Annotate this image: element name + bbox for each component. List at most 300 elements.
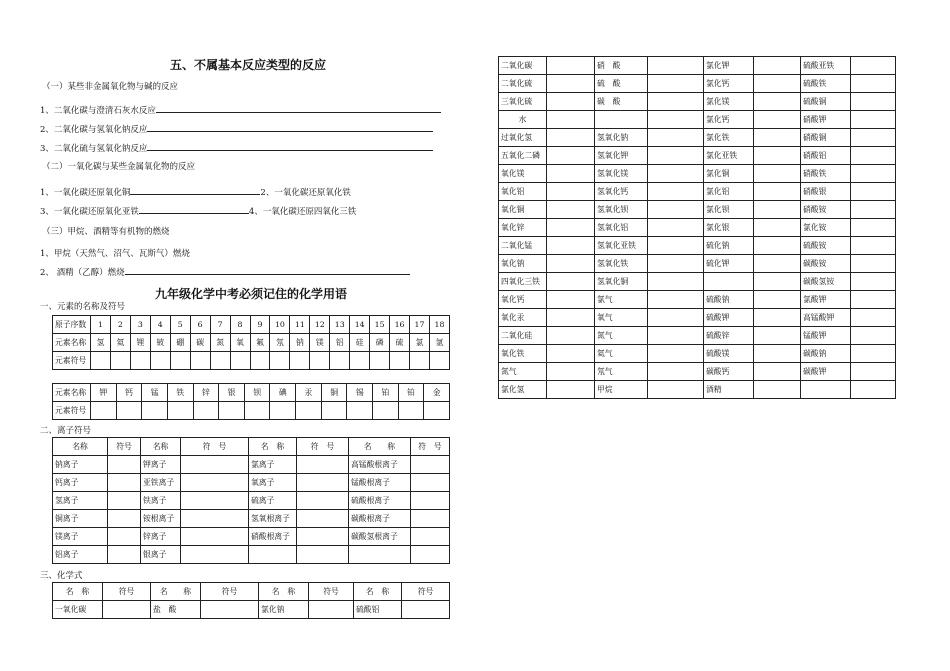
answer-cell[interactable]: [851, 165, 896, 183]
element-cell: 锡: [347, 384, 373, 402]
sub-heading-1: （一）某些非金属氧化物与碱的反应: [42, 82, 179, 92]
table-row: [53, 474, 450, 492]
answer-cell[interactable]: [201, 601, 259, 619]
ion-cell: 硫酸根离子: [349, 492, 411, 510]
element-cell: 17: [410, 316, 430, 334]
answer-cell[interactable]: [754, 345, 801, 363]
element-table-2: [52, 383, 450, 420]
answer-cell[interactable]: [754, 75, 801, 93]
answer-blank[interactable]: [147, 141, 433, 151]
answer-cell[interactable]: [851, 363, 896, 381]
element-cell: 元素符号: [53, 352, 91, 370]
answer-cell[interactable]: [181, 528, 249, 546]
answer-cell[interactable]: [297, 528, 349, 546]
answer-cell[interactable]: [297, 474, 349, 492]
answer-cell[interactable]: [411, 510, 450, 528]
answer-cell[interactable]: [547, 273, 595, 291]
answer-cell[interactable]: [851, 219, 896, 237]
ion-cell: 符号: [108, 438, 141, 456]
answer-cell[interactable]: [754, 111, 801, 129]
answer-cell[interactable]: [411, 492, 450, 510]
exercise-2-1: 1、一氧化碳还原氧化铜 2、一氧化碳还原氧化铁: [40, 185, 351, 198]
formula-cell: 氢氧化铝: [595, 219, 648, 237]
answer-cell[interactable]: [108, 546, 141, 564]
answer-cell[interactable]: [648, 237, 704, 255]
table-row: [499, 219, 896, 237]
formula-cell: 硫酸锌: [704, 327, 754, 345]
element-cell: 2: [110, 316, 130, 334]
formula-cell: 硫酸镁: [704, 345, 754, 363]
table-row: [499, 237, 896, 255]
answer-cell[interactable]: [411, 474, 450, 492]
answer-cell[interactable]: [754, 93, 801, 111]
formula-cell: 氧化铜: [499, 201, 547, 219]
ion-cell: 钠离子: [53, 456, 108, 474]
table-row: [499, 201, 896, 219]
answer-cell[interactable]: [851, 291, 896, 309]
element-cell: 7: [210, 316, 230, 334]
answer-cell[interactable]: [270, 402, 296, 420]
element-cell: 锰: [142, 384, 168, 402]
element-row: [53, 316, 450, 334]
element-cell: 6: [190, 316, 210, 334]
table-row: [499, 93, 896, 111]
answer-cell[interactable]: [648, 129, 704, 147]
ion-cell: 名 称: [249, 438, 297, 456]
answer-cell[interactable]: [547, 309, 595, 327]
answer-cell[interactable]: [754, 291, 801, 309]
table-row: [499, 291, 896, 309]
element-cell: 氩: [429, 334, 449, 352]
answer-cell[interactable]: [547, 237, 595, 255]
table-row: [53, 438, 450, 456]
formula-cell: 硝 酸: [595, 57, 648, 75]
answer-cell[interactable]: [648, 255, 704, 273]
answer-cell[interactable]: [410, 352, 430, 370]
answer-cell[interactable]: [330, 352, 350, 370]
table-row: [499, 183, 896, 201]
answer-cell[interactable]: [411, 456, 450, 474]
answer-cell[interactable]: [851, 237, 896, 255]
table-row: [499, 111, 896, 129]
element-cell: 1: [91, 316, 111, 334]
formula-cell: 氢氧化亚铁: [595, 237, 648, 255]
formula-cell: 氧化汞: [499, 309, 547, 327]
formula-cell: 氯化钾: [704, 57, 754, 75]
answer-cell[interactable]: [547, 147, 595, 165]
answer-cell[interactable]: [296, 402, 322, 420]
answer-cell[interactable]: [648, 183, 704, 201]
formula-cell: 二氧化硫: [499, 75, 547, 93]
answer-cell[interactable]: [547, 291, 595, 309]
element-cell: 铂: [373, 384, 399, 402]
answer-cell[interactable]: [648, 381, 704, 399]
ion-cell: 银离子: [141, 546, 181, 564]
answer-cell[interactable]: [547, 129, 595, 147]
element-cell: 氧: [230, 334, 250, 352]
answer-cell[interactable]: [547, 75, 595, 93]
ion-cell: 名称: [141, 438, 181, 456]
answer-cell[interactable]: [851, 201, 896, 219]
formula-cell: 一氧化碳: [53, 601, 103, 619]
answer-cell[interactable]: [851, 255, 896, 273]
answer-cell[interactable]: [648, 219, 704, 237]
answer-cell[interactable]: [754, 219, 801, 237]
formula-cell: 高锰酸钾: [801, 309, 851, 327]
formula-cell: 符号: [201, 583, 259, 601]
table-row: [499, 363, 896, 381]
answer-cell[interactable]: [851, 57, 896, 75]
answer-cell[interactable]: [851, 381, 896, 399]
answer-cell[interactable]: [754, 201, 801, 219]
ion-cell: 镁离子: [53, 528, 108, 546]
answer-cell[interactable]: [181, 474, 249, 492]
answer-cell[interactable]: [424, 402, 450, 420]
formula-cell: 氢氧化钠: [595, 129, 648, 147]
formula-cell: 氧化钙: [499, 291, 547, 309]
formula-cell: 碳酸钠: [801, 345, 851, 363]
answer-cell[interactable]: [219, 402, 245, 420]
answer-cell[interactable]: [270, 352, 290, 370]
answer-cell[interactable]: [181, 492, 249, 510]
answer-cell[interactable]: [648, 363, 704, 381]
answer-cell[interactable]: [309, 601, 354, 619]
answer-cell[interactable]: [547, 363, 595, 381]
ion-cell: 符 号: [297, 438, 349, 456]
formula-cell: 酒精: [704, 381, 754, 399]
answer-cell[interactable]: [297, 456, 349, 474]
answer-cell[interactable]: [754, 183, 801, 201]
table-row: [53, 510, 450, 528]
answer-cell[interactable]: [547, 327, 595, 345]
answer-cell[interactable]: [230, 352, 250, 370]
ion-cell: 高锰酸根离子: [349, 456, 411, 474]
ion-cell: 名 称: [349, 438, 411, 456]
formula-cell: 碳酸钙: [704, 363, 754, 381]
element-cell: 钙: [116, 384, 142, 402]
element-cell: 氦: [110, 334, 130, 352]
table-row: [499, 309, 896, 327]
ion-cell: 铁离子: [141, 492, 181, 510]
answer-cell[interactable]: [91, 402, 117, 420]
answer-cell[interactable]: [648, 327, 704, 345]
answer-cell[interactable]: [170, 352, 190, 370]
formula-cell: 盐 酸: [151, 601, 201, 619]
answer-cell[interactable]: [547, 183, 595, 201]
ion-cell: 符 号: [181, 438, 249, 456]
element-cell: 13: [330, 316, 350, 334]
formula-cell: [801, 381, 851, 399]
table-row: [53, 528, 450, 546]
formula-cell: 氯酸钾: [801, 291, 851, 309]
formula-cell: 硝酸铝: [801, 147, 851, 165]
exercise-1-3: 3、二氧化硫与氢氧化钠反应: [40, 141, 433, 154]
element-cell: 元素符号: [53, 402, 91, 420]
answer-cell[interactable]: [754, 57, 801, 75]
answer-cell[interactable]: [851, 183, 896, 201]
section-ions-heading: 二、离子符号: [40, 426, 92, 436]
element-cell: 磷: [370, 334, 390, 352]
answer-cell[interactable]: [648, 345, 704, 363]
formula-cell: 硫酸钠: [704, 291, 754, 309]
answer-cell[interactable]: [310, 352, 330, 370]
formula-cell: 名 称: [151, 583, 201, 601]
answer-cell[interactable]: [547, 345, 595, 363]
ion-cell: 名称: [53, 438, 108, 456]
formula-cell: 名 称: [53, 583, 103, 601]
formula-cell: 过氧化氢: [499, 129, 547, 147]
formula-cell: 硫酸钾: [704, 309, 754, 327]
answer-cell[interactable]: [754, 237, 801, 255]
answer-cell[interactable]: [110, 352, 130, 370]
formula-cell: 硝酸钾: [801, 111, 851, 129]
answer-cell[interactable]: [130, 352, 150, 370]
answer-blank[interactable]: [130, 185, 260, 195]
exercise-3-1: 1、甲烷（天然气、沼气、瓦斯气）燃烧: [40, 249, 190, 259]
ion-cell: 锌离子: [141, 528, 181, 546]
element-cell: 锂: [130, 334, 150, 352]
answer-cell[interactable]: [108, 456, 141, 474]
formula-cell: 氧化铝: [499, 183, 547, 201]
answer-cell[interactable]: [108, 510, 141, 528]
answer-cell[interactable]: [290, 352, 310, 370]
answer-cell[interactable]: [754, 129, 801, 147]
answer-cell[interactable]: [190, 352, 210, 370]
element-cell: 10: [270, 316, 290, 334]
table-row: [499, 255, 896, 273]
answer-cell[interactable]: [167, 402, 193, 420]
element-cell: 钡: [244, 384, 270, 402]
answer-cell[interactable]: [297, 492, 349, 510]
answer-cell[interactable]: [754, 165, 801, 183]
formula-cell: 氯化亚铁: [704, 147, 754, 165]
answer-cell[interactable]: [851, 345, 896, 363]
answer-cell[interactable]: [648, 111, 704, 129]
ion-cell: 锰酸根离子: [349, 474, 411, 492]
formula-cell: [595, 111, 648, 129]
answer-cell[interactable]: [108, 528, 141, 546]
answer-cell[interactable]: [851, 111, 896, 129]
ion-cell: [349, 546, 411, 564]
answer-cell[interactable]: [547, 219, 595, 237]
formula-cell: 硫酸铁: [801, 75, 851, 93]
answer-cell[interactable]: [754, 363, 801, 381]
formula-cell: 硫酸铵: [801, 237, 851, 255]
element-cell: 铁: [167, 384, 193, 402]
answer-cell[interactable]: [244, 402, 270, 420]
answer-cell[interactable]: [851, 129, 896, 147]
formula-cell: 三氧化硫: [499, 93, 547, 111]
answer-blank[interactable]: [125, 265, 410, 275]
formula-cell: 氯化银: [704, 219, 754, 237]
formula-cell: 氦气: [595, 345, 648, 363]
answer-cell[interactable]: [250, 352, 270, 370]
answer-cell[interactable]: [851, 147, 896, 165]
formula-cell: 氧化锌: [499, 219, 547, 237]
formula-cell: 氯化铝: [704, 183, 754, 201]
answer-cell[interactable]: [91, 352, 111, 370]
formula-cell: 氯化铜: [704, 165, 754, 183]
formula-cell: 氧气: [595, 309, 648, 327]
formula-cell: 碳酸钾: [801, 363, 851, 381]
answer-cell[interactable]: [754, 309, 801, 327]
answer-cell[interactable]: [754, 255, 801, 273]
formula-cell: 硝酸铵: [801, 201, 851, 219]
element-cell: 金: [424, 384, 450, 402]
answer-cell[interactable]: [547, 57, 595, 75]
answer-cell[interactable]: [370, 352, 390, 370]
answer-cell[interactable]: [142, 402, 168, 420]
answer-cell[interactable]: [108, 474, 141, 492]
formula-cell: 甲烷: [595, 381, 648, 399]
answer-cell[interactable]: [429, 352, 449, 370]
answer-cell[interactable]: [347, 402, 373, 420]
answer-cell[interactable]: [851, 93, 896, 111]
answer-cell[interactable]: [390, 352, 410, 370]
exercise-2-2: 3、一氧化碳还原氧化亚铁 4、一氧化碳还原四氧化三铁: [40, 204, 356, 217]
answer-cell[interactable]: [398, 402, 424, 420]
formula-cell: 氯化钡: [704, 201, 754, 219]
ion-cell: [249, 546, 297, 564]
answer-blank[interactable]: [156, 103, 441, 113]
answer-cell[interactable]: [648, 201, 704, 219]
answer-cell[interactable]: [321, 402, 347, 420]
answer-cell[interactable]: [547, 201, 595, 219]
answer-cell[interactable]: [648, 273, 704, 291]
element-row: [53, 402, 450, 420]
element-cell: 银: [219, 384, 245, 402]
element-row: [53, 352, 450, 370]
answer-cell[interactable]: [754, 381, 801, 399]
answer-cell[interactable]: [547, 165, 595, 183]
formula-cell: 硝酸铜: [801, 129, 851, 147]
answer-cell[interactable]: [648, 75, 704, 93]
table-row: [53, 546, 450, 564]
formula-cell: 二氧化硅: [499, 327, 547, 345]
answer-cell[interactable]: [648, 291, 704, 309]
answer-cell[interactable]: [116, 402, 142, 420]
answer-cell[interactable]: [648, 147, 704, 165]
formula-cell: 符号: [103, 583, 151, 601]
element-table-1: [52, 315, 450, 370]
answer-cell[interactable]: [648, 165, 704, 183]
formula-cell: 氢氧化铜: [595, 273, 648, 291]
answer-cell[interactable]: [297, 510, 349, 528]
answer-cell[interactable]: [193, 402, 219, 420]
element-cell: 12: [310, 316, 330, 334]
formula-cell: 二氧化锰: [499, 237, 547, 255]
answer-cell[interactable]: [411, 528, 450, 546]
answer-cell[interactable]: [297, 546, 349, 564]
answer-cell[interactable]: [108, 492, 141, 510]
answer-cell[interactable]: [648, 57, 704, 75]
answer-cell[interactable]: [181, 546, 249, 564]
answer-cell[interactable]: [350, 352, 370, 370]
formula-cell: 锰酸钾: [801, 327, 851, 345]
formula-cell: 符号: [402, 583, 450, 601]
answer-blank[interactable]: [139, 204, 249, 214]
element-cell: 铜: [321, 384, 347, 402]
table-row: [499, 381, 896, 399]
table-row: [53, 583, 450, 601]
formula-cell: 氯化氢: [499, 381, 547, 399]
answer-cell[interactable]: [411, 546, 450, 564]
table-row: [499, 273, 896, 291]
table-row: [499, 129, 896, 147]
element-cell: 汞: [296, 384, 322, 402]
formula-cell: 二氧化碳: [499, 57, 547, 75]
table-row: [499, 57, 896, 75]
ion-cell: 铜离子: [53, 510, 108, 528]
answer-cell[interactable]: [402, 601, 450, 619]
table-row: [53, 601, 450, 619]
element-cell: 锌: [193, 384, 219, 402]
table-row: [499, 327, 896, 345]
formula-cell: 五氧化二磷: [499, 147, 547, 165]
answer-cell[interactable]: [547, 381, 595, 399]
answer-cell[interactable]: [851, 327, 896, 345]
formula-cell: 四氧化三铁: [499, 273, 547, 291]
answer-cell[interactable]: [210, 352, 230, 370]
answer-cell[interactable]: [150, 352, 170, 370]
formula-cell: 氧化铁: [499, 345, 547, 363]
ion-cell: 氢离子: [53, 492, 108, 510]
formula-cell: 氢氧化钡: [595, 201, 648, 219]
answer-blank[interactable]: [147, 122, 433, 132]
answer-cell[interactable]: [648, 93, 704, 111]
answer-cell[interactable]: [181, 510, 249, 528]
answer-cell[interactable]: [547, 255, 595, 273]
formula-cell: 氢氧化钾: [595, 147, 648, 165]
answer-cell[interactable]: [373, 402, 399, 420]
element-cell: 碳: [190, 334, 210, 352]
element-cell: 氖: [270, 334, 290, 352]
table-row: [499, 147, 896, 165]
answer-cell[interactable]: [851, 75, 896, 93]
formula-cell: 氯气: [595, 291, 648, 309]
answer-cell[interactable]: [851, 309, 896, 327]
ion-cell: 钾离子: [141, 456, 181, 474]
answer-cell[interactable]: [754, 273, 801, 291]
table-row: [53, 456, 450, 474]
element-cell: 碘: [270, 384, 296, 402]
formula-cell: 氢氧化钙: [595, 183, 648, 201]
answer-cell[interactable]: [103, 601, 151, 619]
element-cell: 元素名称: [53, 384, 91, 402]
formula-table: [52, 582, 450, 619]
ion-cell: 亚铁离子: [141, 474, 181, 492]
ion-cell: 符 号: [411, 438, 450, 456]
answer-cell[interactable]: [547, 111, 595, 129]
answer-cell[interactable]: [181, 456, 249, 474]
answer-cell[interactable]: [851, 273, 896, 291]
answer-cell[interactable]: [754, 147, 801, 165]
formula-cell: 碳 酸: [595, 93, 648, 111]
exercise-3-2: 2、 酒精（乙醇）燃烧: [40, 265, 410, 278]
formula-cell: 名 称: [259, 583, 309, 601]
table-row: [499, 75, 896, 93]
element-cell: 铂: [398, 384, 424, 402]
ion-cell: 碳酸氢根离子: [349, 528, 411, 546]
answer-cell[interactable]: [648, 309, 704, 327]
answer-cell[interactable]: [547, 93, 595, 111]
element-cell: 16: [390, 316, 410, 334]
element-cell: 5: [170, 316, 190, 334]
formula-cell: 氯化铁: [704, 129, 754, 147]
element-cell: 硅: [350, 334, 370, 352]
ion-cell: 氧离子: [249, 474, 297, 492]
answer-cell[interactable]: [754, 327, 801, 345]
